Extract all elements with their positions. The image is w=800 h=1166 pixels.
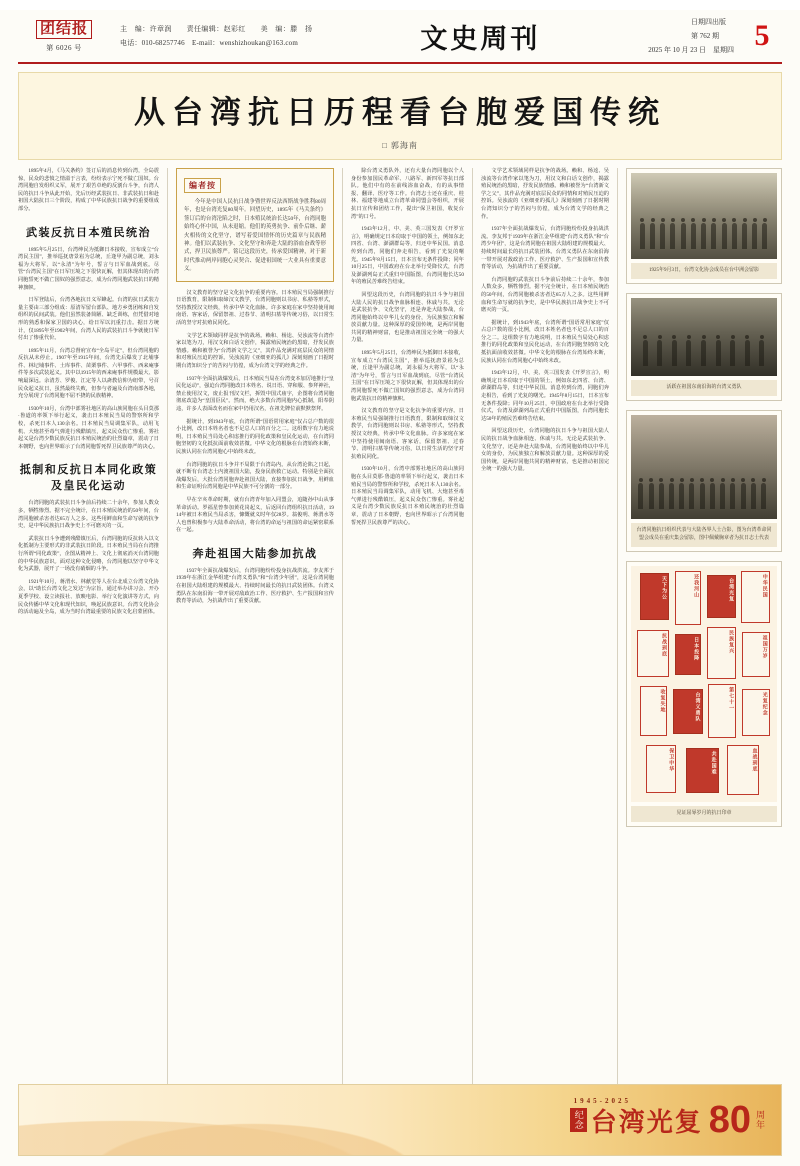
photo-card-volunteer-corps [626,293,782,401]
paragraph: 1895年5月25日，台湾绅民为抵御日本接收，宣布成立“台湾民主国”，推举巡抚唐景崧为总统，丘逢甲为副总统，刘永福为大将军，以“永清”为年号，誓言与日军血战到底。尽管“台湾民主国”在日军压境之下很快瓦解，但其体现出的台湾同胞誓死不做亡国奴的强烈意志，成为台湾同胞武装抗日的精神旗帜。 [351,350,464,402]
seal-caption-wrap [631,806,777,822]
photo-reunion [631,415,777,519]
seal-stamp: 第七十一 [708,684,736,738]
page-number: 5 [754,19,770,52]
paragraph: 1943年12月，中、美、英三国发表《开罗宣言》，明确规定日本窃取于中国的领土，例如东北四省、台湾、澎湖群岛等，归还中华民国。消息传到台湾，同胞们奔走相告，看到了光复的曙光。1945年8月15日，日本宣布无条件投降；同年10月25日，中国政府在台北举行受降仪式，台湾及澎湖列岛正式重归中国版图，台湾同胞长达50年的殖民苦难终告结束。 [481,370,609,422]
paragraph: 1930年10月，台湾中部雾社地区的高山族同胞在头目莫那·鲁道的率领下举行起义，袭击日本殖民当局的警察所和学校，杀死日本人130余名。日本殖民当局调集军队，动用飞机、大炮甚至毒气弹进行残酷镇压，起义民众伤亡惨重。雾社起义是台湾少数民族反抗日本殖民统治的壮烈篇章，震动了日本朝野，也向世界昭示了台湾同胞誓死捍卫民族尊严的决心。 [351,466,464,526]
masthead-credits [110,22,400,50]
paragraph: 1943年12月，中、美、英三国发表《开罗宣言》，明确规定日本窃取于中国的领土，例如东北四省、台湾、澎湖群岛等，归还中华民国。消息传到台湾，同胞们奔走相告，看到了光复的曙光。1945年8月15日，日本宣布无条件投降；同年10月25日，中国政府在台北举行受降仪式，台湾及澎湖列岛正式重归中国版图，台湾同胞长达50年的殖民苦难终告结束。 [351,226,464,286]
paragraph: 汉文教育的坚守是文化抗争的重要内容。日本殖民当局强制推行日语教育，限制和取缔汉文教学，台湾同胞则以书房、私塾等形式，坚持教授汉文经典，传承中华文化血脉。许多家庭在家中坚持使用闽南语、客家话，保留祭祖、过春节、清明扫墓等传统习俗，以日常生活的坚守对抗殖民同化。 [351,408,464,460]
editor-note-label: 编者按 [184,178,221,193]
photo-caption: 台湾同胞抗日组织代表与大陆各界人士合影，图为台湾革命同盟会成员在重庆集会留影，图中佩戴胸章者为抗日志士代表 [636,528,772,541]
paragraph: 1937年全面抗战爆发后，台湾同胞纷纷投身抗战洪流。李友邦于1939年在浙江金华组建“台湾义勇队”和“台湾少年团”，这是台湾同胞在祖国大陆组建的规模最大、持续时间最长的抗日武装团体。台湾义勇队在东南沿海一带开展对敌政治工作、医疗救护、生产报国和宣传教育等活动，为抗战作出了重要贡献。 [481,226,609,271]
publish-line: 日期四出版 [691,18,726,26]
photo-caption: 1925年9月3日，台湾文化协会成员在台中洲会留影 [648,268,759,273]
seal-stamp: 共赴国难 [686,748,718,793]
seal-stamp: 天下为公 [640,573,669,620]
seal-collage [631,566,777,802]
photo-volunteer-corps [631,298,777,376]
issue-number: 第 6026 号 [46,43,82,52]
paragraph: 1937年全面抗战爆发后，日本殖民当局在台湾变本加厉地推行“皇民化运动”，强迫台湾同胞改日本姓名、说日语、穿和服、参拜神社，禁止使用汉文，废止报刊汉文栏，拆毁中国式庙宇，企图将台湾同胞彻底改造为“皇国臣民”。然而，绝大多数台湾同胞内心抵制，阳奉阴违，许多人表面改名而在家中仍用汉名，在祖先牌位前默默祭拜。 [176,375,334,412]
newspaper-logo [18,20,110,53]
paragraph: 据统计，到1943年底，台湾所谓“国语常用家庭”仅占总户数的很小比例，改日本姓名者也不足总人口的百分之二。这组数字有力地说明，日本殖民当局处心积虑推行的同化政策和皇民化运动，在台湾同胞坚韧的文化抵抗面前收效甚微。中华文化的根脉在台湾始终未断，民族认同在台湾同胞心中始终未改。 [481,319,609,364]
paragraph: 早在辛亥革命时期，就有台湾青年加入同盟会，追随孙中山从事革命活动。罗福星曾参加黄花岗起义，后返回台湾组织抗日活动，1914年被日本殖民当局杀害，慷慨就义时年仅28岁。翁俊明、蒋渭水等人也曾积极参与大陆革命活动，将台湾的命运与祖国的命运紧密联系在一起。 [176,496,334,534]
banner-title: 台湾光复 [590,1107,703,1137]
photo-figures [631,469,777,509]
banner-suffix: 周年 [755,1110,765,1130]
paragraph: 1895年5月25日，台湾绅民为抵御日本接收，宣布成立“台湾民主国”，推举巡抚唐景崧为总统，丘逢甲为副总统，刘永福为大将军，以“永清”为年号，誓言与日军血战到底。尽管“台湾民主国”在日军压境之下很快瓦解，但其体现出的台湾同胞誓死不做亡国奴的强烈意志，成为台湾同胞武装抗日的精神旗帜。 [18,246,159,291]
banner-number: 80 [708,1098,751,1141]
photo-caption-wrap [631,523,777,547]
text-column-4 [473,168,618,1124]
editor-note [176,168,334,282]
seal-stamp: 台湾义勇队 [673,689,702,734]
photo-card-reunion [626,410,782,552]
seal-stamp: 抗战到底 [637,630,669,677]
paragraph: 回望这段历史，台湾同胞的抗日斗争与祖国大陆人民的抗日战争血脉相连、休戚与共。无论是武装抗争、文化坚守，还是奔赴大陆参战，台湾同胞始终以中华儿女的身份，为民族独立和解放贡献力量。这种深厚的爱国传统，是两岸同胞共同的精神财富，也是推动祖国完全统一的强大力量。 [481,428,609,473]
paragraph: 除台湾义勇队外，还有大量台湾同胞以个人身份参加国民革命军、八路军、新四军等抗日部队。他们中有的在前线浴血奋战，有的从事情报、翻译、医疗等工作。台湾志士还在重庆、桂林、福建等地成立台湾革命同盟会等组织，开展抗日宣传和团结工作，提出“保卫祖国，收复台湾”的口号。 [351,168,464,220]
supplement-title: 文史周刊 [420,23,541,54]
headline-band [18,72,782,160]
section-heading-3: 奔赴祖国大陆参加抗战 [192,547,318,560]
banner-years: 1945-2025 [573,1097,631,1105]
photo-figures [631,326,777,366]
text-column-3 [343,168,473,1124]
seal-stamp: 保卫中华 [646,745,677,792]
photo-card-cultural-association [626,168,782,284]
editor-line: 主 编：许章润 责任编辑：赵彩红 美 编：滕 扬 [120,25,313,33]
seal-stamp: 日本投降 [675,634,701,674]
seal-collage-card [626,561,782,827]
section-heading-1: 武装反抗日本殖民统治 [26,226,151,239]
article-body [18,168,782,1124]
text-column-1 [18,168,168,1124]
seal-stamp: 收复失地 [640,686,668,736]
seal-stamp: 光复纪念 [742,689,770,736]
issue-line: 第 762 期 [691,32,719,40]
seal-stamp: 中华民国 [741,571,770,623]
paragraph: 台湾同胞的武装抗日斗争前后持续二十余年，参加人数众多，牺牲惨烈。据不完全统计，在日本殖民统治的50年间，台湾同胞被杀害者达65万人之多。这些用鲜血和生命写就的抗争史，是中华民族抗日战争史上不可磨灭的一页。 [18,500,159,530]
section-heading-2: 抵制和反抗日本同化政策及皇民化运动 [19,464,158,493]
seal-stamp: 台湾光复 [707,575,736,617]
paragraph: 据统计，到1943年底，台湾所谓“国语常用家庭”仅占总户数的很小比例，改日本姓名者也不足总人口的百分之二。这组数字有力地说明，日本殖民当局处心积虑推行的同化政策和皇民化运动，在台湾同胞坚韧的文化抵抗面前收效甚微。中华文化的根脉在台湾始终未断，民族认同在台湾同胞心中始终未改。 [176,418,334,455]
anniversary-banner [18,1084,782,1156]
masthead-publication-info [560,15,742,57]
paragraph: 武装抗日斗争遭到残酷镇压后，台湾同胞的反抗转入以文化抵制为主要形式的非武装抗日阶段。日本殖民当局在台湾推行所谓“同化政策”，企图从精神上、文化上彻底消灭台湾同胞的中华民族意识。面对这种文化侵略，台湾同胞以坚守中华文化为武器，展开了一场没有硝烟的斗争。 [18,535,159,573]
seal-stamp: 血战到底 [727,745,759,795]
banner-content [451,1085,781,1155]
paragraph: 1895年11月，台湾总督府宣布“全岛平定”，但台湾同胞的反抗从未停止。1907年至1915年间，台湾先后爆发了北埔事件、林圮埔事件、土库事件、苗栗事件、六甲事件、西来庵事件等多次武装起义。其中以1915年的西来庵事件规模最大、影响最深远。余清芳、罗俊、江定等人以斋教信仰为纽带，号召民众起义抗日，虽然最终失败，但参与者遍及台湾南部各地，充分展现了台湾同胞不屈不挠的民族精神。 [18,347,159,400]
paragraph: 台湾同胞的武装抗日斗争前后持续二十余年，参加人数众多，牺牲惨烈。据不完全统计，在日本殖民统治的50年间，台湾同胞被杀害者达65万人之多。这些用鲜血和生命写就的抗争史，是中华民族抗日战争史上不可磨灭的一页。 [481,276,609,314]
seal-caption: 见证屈辱岁月的抗日印章 [676,811,732,816]
paragraph: 日军登陆后，台湾各地抗日义军蜂起。台湾的抗日武装力量主要由三部分组成：原清军留台部队、地方乡勇团练和自发组织的民间武装。他们虽然装备简陋、缺乏训练，但凭借对地形的熟悉和保家卫国的决心，给日军以沉重打击。据日方统计，仅1895年至1902年间，台湾人民的武装抗日斗争就使日军付出了惨重代价。 [18,297,159,342]
paragraph: 1921年10月，蒋渭水、林献堂等人在台北成立台湾文化协会，以“助长台湾文化之发达”为宗旨，通过举办讲习会、开办夏季学校、设立读报社、放映电影、举行文化演讲等方式，向民众传播中华文化和现代知识，唤起民族意识。台湾文化协会的活动遍及全岛，成为当时台湾最重要的民族文化启蒙团体。 [18,578,159,616]
paragraph: 1930年10月，台湾中部雾社地区的高山族同胞在头目莫那·鲁道的率领下举行起义，袭击日本殖民当局的警察所和学校，杀死日本人130余名。日本殖民当局调集军队，动用飞机、大炮甚至毒气弹进行残酷镇压，起义民众伤亡惨重。雾社起义是台湾少数民族反抗日本殖民统治的壮烈篇章，震动了日本朝野，也向世界昭示了台湾同胞誓死捍卫民族尊严的决心。 [18,405,159,450]
photo-column [618,168,782,1124]
photo-cultural-association [631,173,777,259]
author-byline: □ 郭海南 [382,141,418,150]
seal-stamp: 民族复兴 [707,627,736,679]
photo-figures [631,209,777,249]
seal-stamp: 还我河山 [675,571,701,625]
contact-line: 电话：010-68257746 E-mail：wenshizhoukan@163.com [120,39,298,47]
photo-caption-wrap [631,263,777,279]
paragraph: 文学艺术领域同样是抗争的战场。赖和、杨逵、吴浊流等台湾作家以笔为刀，用汉文和白话文创作，揭露殖民统治的黑暗，抒发民族情感。赖和被誉为“台湾新文学之父”，其作品充满对底层民众的同情和对殖民压迫的控诉。吴浊流的《亚细亚的孤儿》深刻刻画了日据时期台湾知识分子的苦闷与彷徨，成为台湾文学的经典之作。 [481,168,609,220]
newspaper-name: 团结报 [36,20,92,39]
newspaper-page [0,10,800,1166]
banner-tag: 纪念 [570,1108,587,1132]
photo-caption-wrap [631,380,777,396]
photo-caption: 活跃在祖国东南沿海的台湾义勇队 [666,385,742,390]
text-column-2 [168,168,343,1124]
paragraph: 1895年4月，《马关条约》签订后的消息传到台湾，全岛震惊，民众的悲愤之情溢于言表，纷纷表示宁死不做亡国奴。台湾同胞自发组织义军，展开了艰苦卓绝的反割台斗争，台湾人民的抗日斗争从此开始，先后历经武装抗日、非武装抗日和赴祖国大陆抗日三个阶段，构成了中华民族抗日战争的重要组成部分。 [18,168,159,212]
paragraph: 回望这段历史，台湾同胞的抗日斗争与祖国大陆人民的抗日战争血脉相连、休戚与共。无论是武装抗争、文化坚守，还是奔赴大陆参战，台湾同胞始终以中华儿女的身份，为民族独立和解放贡献力量。这种深厚的爱国传统，是两岸同胞共同的精神财富，也是推动祖国完全统一的强大力量。 [351,291,464,344]
paragraph: 汉文教育的坚守是文化抗争的重要内容。日本殖民当局强制推行日语教育，限制和取缔汉文教学，台湾同胞则以书房、私塾等形式，坚持教授汉文经典，传承中华文化血脉。许多家庭在家中坚持使用闽南语、客家话，保留祭祖、过春节、清明扫墓等传统习俗，以日常生活的坚守对抗殖民同化。 [176,289,334,327]
paragraph: 文学艺术领域同样是抗争的战场。赖和、杨逵、吴浊流等台湾作家以笔为刀，用汉文和白话文创作，揭露殖民统治的黑暗，抒发民族情感。赖和被誉为“台湾新文学之父”，其作品充满对底层民众的同情和对殖民压迫的控诉。吴浊流的《亚细亚的孤儿》深刻刻画了日据时期台湾知识分子的苦闷与彷徨，成为台湾文学的经典之作。 [176,332,334,369]
editor-note-text: 今年是中国人民抗日战争暨世界反法西斯战争胜利80周年，也是台湾光复80周年。回望历史，1895年《马关条约》签订后的台湾沦陷之时，日本殖民统治长达50年，台湾同胞始终心怀中国，从未退缩。他们的英勇抗争、前仆后继、薪火相传的文化坚守，谱写着爱国情怀的历史篇章与民族精神。他们以武装抗争、文化坚守和奔赴大陆的浴血奋战等形式，捍卫民族尊严。铭记这段历史，传承爱国精神，对于新时代推动两岸同胞心灵契合、促进祖国统一大业具有重要意义。 [184,199,326,273]
paragraph: 1937年全面抗战爆发后，台湾同胞纷纷投身抗战洪流。李友邦于1939年在浙江金华组建“台湾义勇队”和“台湾少年团”，这是台湾同胞在祖国大陆组建的规模最大、持续时间最长的抗日武装团体。台湾义勇队在东南沿海一带开展对敌政治工作、医疗救护、生产报国和宣传教育等活动，为抗战作出了重要贡献。 [176,567,334,605]
paragraph: 台湾同胞的抗日斗争并不局限于台湾岛内。从台湾沦陷之日起，就不断有台湾志士内渡祖国大陆，投身民族救亡运动。特别是全面抗战爆发后，大批台湾同胞奔赴祖国大陆，直接参加抗日战争，用鲜血和生命证明台湾同胞是中华民族不可分割的一部分。 [176,461,334,491]
masthead [18,10,782,64]
date-line: 2025 年 10 月 23 日 星期四 [648,46,734,54]
page-title: 从台湾抗日历程看台胞爱国传统 [134,95,666,130]
seal-stamp: 祖国万岁 [742,632,770,677]
